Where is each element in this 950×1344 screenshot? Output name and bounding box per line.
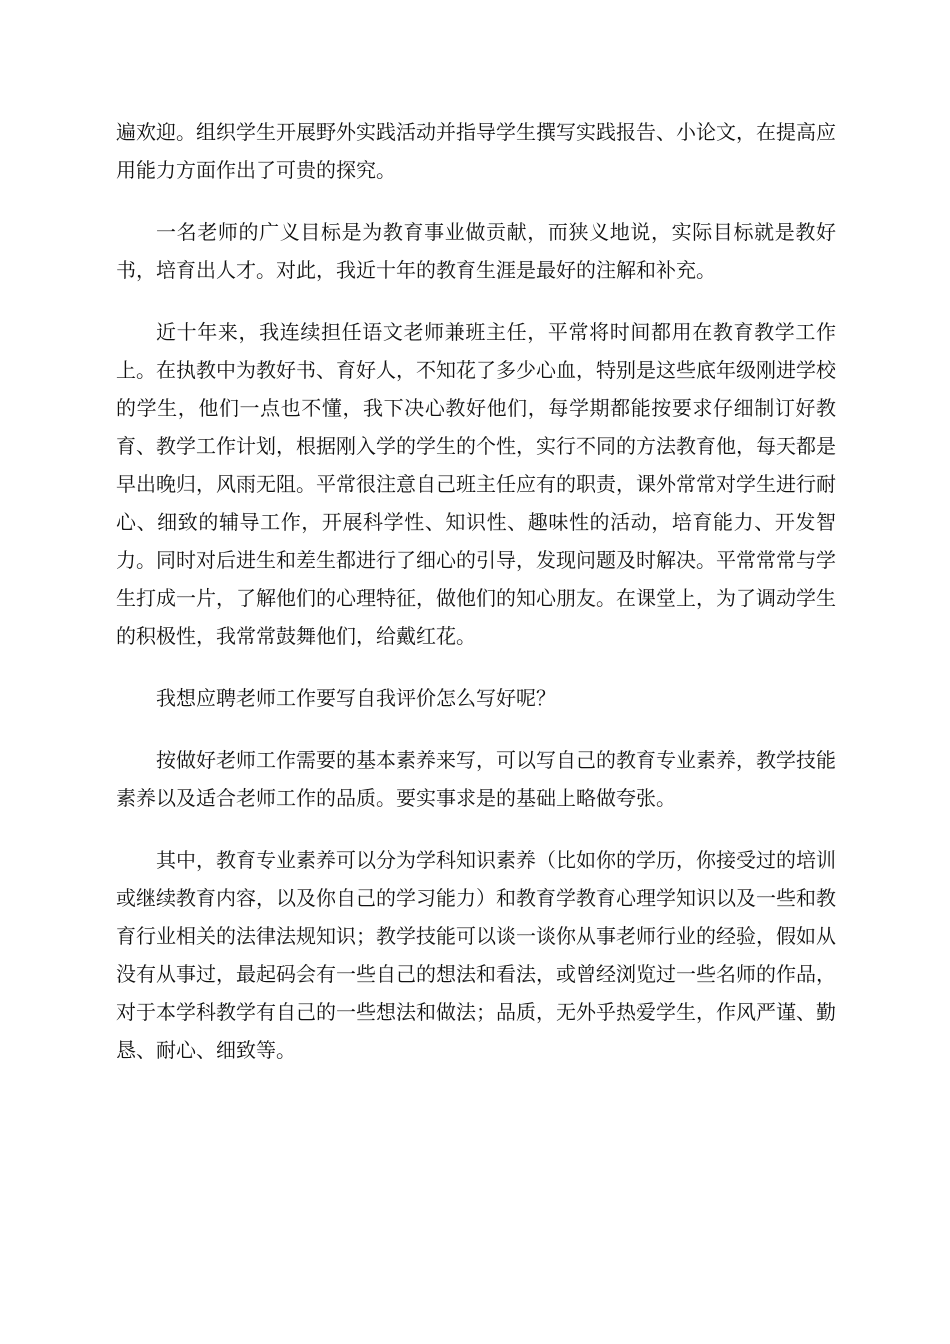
paragraph-6: 其中，教育专业素养可以分为学科知识素养（比如你的学历，你接受过的培训或继续教育内容，以及你自己的学习能力）和教育学教育心理学知识以及一些和教育行业相关的法律法规知识；教学技能可以谈一谈你从事老师行业的经验，假如从没有从事过，最起码会有一些自己的想法和看法，或曾经浏览过一些名师的作品，对于本学科教学有自己的一些想法和做法；品质，无外乎热爱学生，作风严谨、勤恳、耐心、细致等。 [116,848,836,1062]
paragraph-3: 近十年来，我连续担任语文老师兼班主任，平常将时间都用在教育教学工作上。在执教中为教好书、育好人，不知花了多少心血，特别是这些底年级刚进学校的学生，他们一点也不懂，我下决心教好他们，每学期都能按要求仔细制订好教育、教学工作计划，根据刚入学的学生的个性，实行不同的方法教育他，每天都是早出晚归，风雨无阻。平常很注意自己班主任应有的职责，课外常常对学生进行耐心、细致的辅导工作，开展科学性、知识性、趣味性的活动，培育能力、开发智力。同时对后进生和差生都进行了细心的引导，发现问题及时解决。平常常常与学生打成一片，了解他们的心理特征，做他们的知心朋友。在课堂上，为了调动学生的积极性，我常常鼓舞他们，给戴红花。 [116,320,836,648]
paragraph-4: 我想应聘老师工作要写自我评价怎么写好呢？ [156,686,556,710]
paragraph-5: 按做好老师工作需要的基本素养来写，可以写自己的教育专业素养，教学技能素养以及适合老师工作的品质。要实事求是的基础上略做夸张。 [116,748,836,810]
paragraph-2: 一名老师的广义目标是为教育事业做贡献，而狭义地说，实际目标就是教好书，培育出人才。对此，我近十年的教育生涯是最好的注解和补充。 [116,220,836,282]
paragraph-1: 遍欢迎。组织学生开展野外实践活动并指导学生撰写实践报告、小论文，在提高应用能力方面作出了可贵的探究。 [116,120,836,182]
document-body [116,113,836,1069]
